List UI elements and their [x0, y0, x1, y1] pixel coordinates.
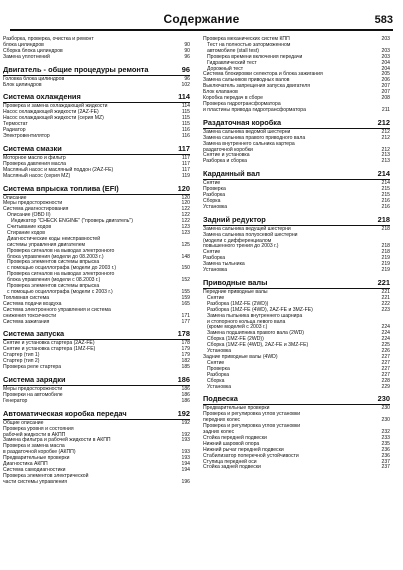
toc-section: [203, 118, 390, 165]
entry-page-number: 177: [181, 318, 190, 325]
entry-page-number: 212: [381, 134, 390, 141]
entry-title: Разборка: [207, 371, 230, 378]
toc-section: [3, 329, 190, 371]
entry-page-number: 115: [181, 115, 190, 122]
entry-page-number: 204: [381, 65, 390, 72]
section-page-number: 221: [377, 278, 390, 287]
entry-page-number: 224: [381, 324, 390, 331]
entry-title: и пластины привода гидротрансформатора: [203, 106, 306, 113]
entry-title: с помощью осциллографа (модели с 2003 г.): [7, 289, 113, 295]
section-rule: [203, 179, 390, 180]
section-heading[interactable]: [3, 375, 190, 384]
entry-page-number: 96: [184, 75, 190, 82]
entry-title: Проверка и замена масла: [3, 443, 65, 450]
entry-page-number: 206: [381, 77, 390, 84]
entry-page-number: 237: [381, 464, 390, 471]
entry-title: Замена внутреннего сальника картера: [203, 140, 295, 147]
section-title: Автоматическая коробка передач: [3, 408, 127, 418]
toc-section: [203, 169, 390, 211]
entry-page-number: 186: [181, 385, 190, 392]
entry-page-number: 205: [381, 71, 390, 78]
entry-title: Предварительные проверки: [3, 455, 70, 462]
entry-page-number: 236: [381, 446, 390, 453]
entry-page-number: 224: [381, 330, 390, 337]
entry-page-number: 213: [381, 152, 390, 159]
toc-section: [3, 409, 190, 486]
section-title: Подвеска: [203, 394, 238, 404]
header-rule: [10, 29, 393, 31]
toc-section: [3, 375, 190, 405]
toc-entry[interactable]: [3, 320, 190, 326]
entry-page-number: 211: [381, 106, 390, 113]
entry-title: Замена сальников приводных валов: [203, 77, 290, 84]
entry-page-number: 215: [381, 186, 390, 193]
toc-entry[interactable]: [3, 399, 190, 405]
entry-page-number: 218: [381, 225, 390, 232]
entry-page-number: 193: [181, 437, 190, 444]
entry-page-number: 203: [381, 53, 390, 60]
entry-title: Коробка передач в сборе: [203, 95, 263, 102]
section-page-number: 117: [178, 143, 190, 153]
section-page-number: 218: [377, 214, 390, 224]
section-heading[interactable]: [203, 215, 390, 224]
entry-page-number: 207: [381, 89, 390, 96]
entry-page-number: 123: [181, 224, 190, 231]
entry-title: Стойка передней подвески: [203, 434, 267, 441]
entry-title: Термостат: [3, 121, 28, 128]
entry-page-number: 152: [181, 277, 190, 284]
entry-page-number: 120: [181, 194, 190, 201]
entry-title: Головка блока цилиндров: [3, 75, 65, 82]
entry-title: Диагностические коды неисправностей: [7, 235, 101, 242]
entry-title: автомобиле (stall test): [207, 47, 259, 54]
entry-page-number: 194: [181, 461, 190, 468]
entry-title: блока управления (модели с 08.2003 г.): [7, 277, 101, 284]
entry-title: Разборка: [203, 192, 226, 199]
entry-page-number: 237: [381, 458, 390, 465]
toc-entry[interactable]: [3, 365, 190, 371]
entry-title: Проверка реле стартера: [3, 364, 62, 371]
entry-page-number: 96: [184, 53, 190, 60]
entry-title: Разборка и сборка: [203, 158, 248, 165]
entry-page-number: 116: [181, 127, 190, 134]
entry-page-number: 219: [381, 261, 390, 268]
entry-title: Система самодиагностики: [3, 466, 66, 473]
entry-page-number: 203: [381, 47, 390, 54]
entry-page-number: 227: [381, 359, 390, 366]
entry-title: Проверка сигналов на выводах электронного: [7, 247, 115, 254]
section-heading[interactable]: [203, 394, 390, 403]
entry-page-number: 227: [381, 365, 390, 372]
entry-page-number: 185: [181, 364, 190, 371]
entry-title: Разборка: [203, 255, 226, 262]
entry-page-number: 227: [381, 353, 390, 360]
entry-title: Проверка: [203, 186, 226, 193]
toc-entry[interactable]: [3, 174, 190, 180]
entry-title: Проверка: [207, 365, 230, 372]
entry-title: системы управления двигателем: [7, 241, 86, 248]
entry-page-number: 196: [181, 478, 190, 485]
toc-section: [3, 184, 190, 326]
entry-page-number: 179: [181, 352, 190, 359]
entry-page-number: 150: [181, 265, 190, 272]
entry-title: Проверка элементов системы впрыска: [7, 283, 100, 290]
entry-page-number: 119: [181, 172, 190, 179]
entry-page-number: 179: [181, 346, 190, 353]
entry-title: Замена пыльника внутреннего шарнира: [207, 312, 303, 319]
entry-title: Диагностика АКПП: [3, 461, 48, 468]
entry-title: снижения токсичности: [3, 312, 57, 319]
entry-page-number: 122: [181, 206, 190, 213]
entry-title: и стопорного кольца левого вала: [207, 318, 286, 325]
entry-title: Проверка давления масла: [3, 160, 66, 167]
toc-entry[interactable]: [203, 159, 390, 165]
entry-title: Дорожный тест: [207, 65, 244, 72]
entry-title: части системы управления: [3, 478, 68, 485]
entry-title: (модели с дифференциалом: [203, 237, 272, 244]
entry-title: Снятие и установка стартера (2AZ-FE): [3, 340, 95, 347]
section-heading[interactable]: [203, 169, 390, 178]
entry-title: Общие описание: [3, 419, 44, 426]
entry-title: Описание: [3, 194, 27, 201]
entry-page-number: 219: [381, 267, 390, 274]
entry-title: Замена фильтра и рабочей жидкости в АКПП: [3, 437, 111, 444]
entry-title: Установка: [203, 203, 228, 210]
entry-title: Снятие и установка: [203, 152, 250, 159]
entry-page-number: 186: [181, 391, 190, 398]
section-page-number: 120: [177, 183, 190, 193]
toc-entry[interactable]: [3, 55, 190, 61]
entry-title: Замена подшипника правого вала (2WD): [207, 330, 305, 337]
entry-title: Стирание кодов: [7, 229, 45, 236]
entry-page-number: 155: [181, 289, 190, 295]
entry-title: Проверка уровня и состояния: [3, 425, 74, 432]
entry-title: Стартер (тип 1): [3, 352, 40, 359]
section-heading[interactable]: [3, 92, 190, 101]
entry-page-number: 208: [381, 95, 390, 102]
entry-title: блока управления (модели до 08.2003 г.): [7, 253, 104, 260]
entry-page-number: 122: [181, 212, 190, 219]
entry-page-number: 90: [184, 41, 190, 48]
section-title: Раздаточная коробка: [203, 117, 282, 127]
entry-title: Система блокировки селектора и блока зажигания: [203, 71, 323, 78]
entry-title: Снятие: [203, 180, 221, 187]
entry-page-number: 215: [381, 192, 390, 199]
entry-title: Замена сальника ведомой шестерни: [203, 128, 291, 135]
toc-section: [3, 37, 190, 61]
entry-page-number: 224: [381, 336, 390, 343]
page-number: 583: [374, 14, 393, 26]
toc-section: [203, 278, 390, 390]
entry-page-number: 221: [381, 294, 390, 301]
section-heading[interactable]: [3, 144, 190, 153]
entry-title: Замена сальника полуосевой шестерни: [203, 231, 298, 238]
section-page-number: 178: [177, 329, 190, 339]
entry-page-number: 218: [381, 243, 390, 250]
entry-title: Гидравлический тест: [207, 59, 257, 66]
entry-title: Проверка элементов системы впрыска: [7, 259, 100, 266]
section-title: Система смазки: [3, 143, 62, 153]
entry-page-number: 123: [181, 229, 190, 236]
entry-page-number: 216: [381, 197, 390, 204]
entry-title: Считывание кодов: [7, 224, 52, 231]
entry-title: Масляный насос и масляный поддон (2AZ-FE): [3, 166, 114, 173]
entry-title: Насос охлаждающей жидкости (серия MZ): [3, 115, 104, 122]
entry-page-number: 117: [181, 160, 190, 167]
entry-page-number: 227: [381, 371, 390, 378]
entry-page-number: 230: [381, 405, 390, 412]
entry-title: Топливная система: [3, 294, 50, 301]
entry-title: Установка: [203, 267, 228, 274]
toc-entry[interactable]: [3, 480, 190, 486]
entry-page-number: 204: [381, 59, 390, 66]
entry-page-number: 159: [181, 294, 190, 301]
section-page-number: 214: [377, 169, 390, 179]
entry-title: Сборка (1MZ-FE (4WD), 2AZ-FE и 3MZ-FE): [207, 342, 309, 349]
entry-page-number: 115: [181, 109, 190, 116]
entry-title: Тест на полностью заторможенном: [207, 41, 291, 48]
entry-page-number: 221: [381, 289, 390, 295]
entry-page-number: 232: [381, 429, 390, 436]
entry-title: Насос охлаждающей жидкости (2AZ-FE): [3, 109, 99, 116]
entry-page-number: 229: [381, 383, 390, 390]
entry-title: Индикатор "CHECK ENGINE" ("проверь двигатель"): [11, 218, 133, 225]
entry-page-number: 214: [381, 180, 390, 187]
entry-page-number: 225: [381, 342, 390, 349]
section-heading[interactable]: [203, 278, 390, 287]
entry-title: Проверка и регулировка углов установки: [203, 411, 301, 418]
entry-page-number: 171: [181, 312, 190, 319]
entry-title: Система зажигания: [3, 318, 50, 325]
entry-page-number: 102: [181, 81, 190, 88]
entry-title: задних колес: [203, 429, 235, 436]
section-page-number: 96: [181, 64, 190, 74]
entry-title: Радиатор: [3, 127, 26, 134]
entry-page-number: 122: [181, 218, 190, 225]
entry-title: блока цилиндров: [3, 41, 44, 48]
toc-entry[interactable]: [203, 465, 390, 471]
entry-page-number: 213: [381, 158, 390, 165]
section-heading[interactable]: [3, 329, 190, 338]
entry-page-number: 148: [181, 253, 190, 260]
entry-page-number: 120: [181, 200, 190, 207]
entry-title: Стартер (тип 2): [3, 358, 40, 365]
entry-title: Система подачи воздуха: [3, 300, 62, 307]
entry-page-number: 117: [181, 166, 190, 173]
toc-entry[interactable]: [203, 108, 390, 114]
toc-section: [203, 37, 390, 114]
entry-page-number: 207: [381, 83, 390, 90]
entry-title: Меры предосторожности: [3, 200, 63, 207]
section-rule: [3, 194, 190, 195]
entry-title: Снятие: [207, 294, 225, 301]
entry-title: Стойка задней подвески: [203, 464, 261, 471]
section-heading[interactable]: [3, 65, 190, 74]
section-title: Приводные валы: [203, 278, 268, 287]
entry-page-number: 125: [181, 241, 190, 248]
entry-title: Блок цилиндров: [3, 81, 42, 88]
entry-title: Задние приводные валы (4WD): [203, 353, 278, 360]
entry-page-number: 194: [181, 466, 190, 473]
section-heading[interactable]: [203, 118, 390, 127]
entry-page-number: 218: [381, 249, 390, 256]
section-page-number: 230: [377, 394, 390, 404]
entry-title: Сборка: [203, 197, 221, 204]
entry-page-number: 115: [181, 121, 190, 128]
entry-title: Описание (OBD II): [7, 212, 51, 219]
entry-title: Установка: [207, 348, 232, 355]
entry-page-number: 193: [181, 449, 190, 456]
entry-title: Проверка и регулировка углов установки: [203, 423, 301, 430]
entry-title: Проверка гидротрансформатора: [203, 100, 281, 107]
toc-column-left: [3, 37, 190, 490]
toc-section: [3, 144, 190, 180]
section-heading[interactable]: [3, 409, 190, 418]
section-page-number: 192: [177, 408, 190, 418]
toc-entry[interactable]: [203, 385, 390, 391]
entry-title: Замена сальника правого приводного вала: [203, 134, 306, 141]
entry-title: Электровентилятор: [3, 132, 50, 139]
section-page-number: 114: [178, 92, 190, 102]
entry-title: Замена тыльника: [203, 261, 245, 268]
toc-entry[interactable]: [203, 205, 390, 211]
section-page-number: 212: [377, 117, 390, 127]
entry-title: Снятие: [203, 249, 221, 256]
entry-page-number: 212: [381, 146, 390, 153]
entry-page-number: 222: [381, 300, 390, 307]
entry-title: раздаточной коробки: [203, 146, 253, 153]
section-title: Двигатель - общие процедуры ремонта: [3, 64, 149, 74]
entry-title: Разборка (1MZ-FE (4WD), 2AZ-FE и 3MZ-FE): [207, 306, 313, 313]
entry-page-number: 116: [181, 132, 190, 139]
entry-page-number: 212: [381, 128, 390, 135]
entry-title: Моторное масло и фильтр: [3, 154, 66, 161]
entry-page-number: 193: [181, 455, 190, 462]
entry-page-number: 114: [181, 103, 190, 110]
entry-title: Проверка времени включения передачи: [207, 53, 303, 60]
entry-page-number: 182: [181, 358, 190, 365]
toc-column-right: [203, 37, 390, 475]
toc-section: [3, 92, 190, 139]
entry-title: Снятие и установка стартера (1MZ-FE): [3, 346, 96, 353]
entry-title: Проверки на автомобиле: [3, 391, 63, 398]
section-title: Система зарядки: [3, 374, 66, 384]
entry-title: Сборка блока цилиндров: [3, 47, 63, 54]
entry-title: в раздаточной коробке (АКПП): [3, 449, 76, 456]
entry-page-number: 226: [381, 348, 390, 355]
entry-title: Ступица передней оси: [203, 458, 257, 465]
toc-entry[interactable]: [3, 83, 190, 89]
entry-title: Разборка (1MZ-FE (2WD)): [207, 300, 269, 307]
entry-page-number: 216: [381, 203, 390, 210]
entry-title: Передние приводные валы: [203, 289, 268, 295]
entry-title: Проверка сигналов на выводах электронного: [7, 271, 115, 278]
entry-page-number: 233: [381, 434, 390, 441]
entry-title: с помощью осциллографа (модели до 2003 г.): [7, 265, 117, 272]
entry-title: Предварительные проверки: [203, 405, 270, 412]
entry-title: Замена уплотнений: [3, 53, 50, 60]
section-title: Система охлаждения: [3, 92, 81, 102]
entry-title: Система диагностирования: [3, 206, 69, 213]
entry-title: Масляный насос (серия MZ): [3, 172, 71, 179]
entry-title: Блок клапанов: [203, 89, 238, 96]
entry-title: Сборка (1MZ-FE (2WD)): [207, 336, 264, 343]
entry-title: Снятие: [207, 359, 225, 366]
entry-title: Проверка и замена охлаждающей жидкости: [3, 103, 108, 110]
entry-page-number: 236: [381, 452, 390, 459]
entry-title: Замена сальника ведущей шестерни: [203, 225, 291, 232]
entry-page-number: 165: [181, 300, 190, 307]
section-page-number: 186: [177, 374, 190, 384]
page-title: Содержание: [163, 12, 240, 26]
entry-page-number: 235: [381, 440, 390, 447]
entry-title: Меры предосторожности: [3, 385, 63, 392]
page-header: [10, 6, 393, 26]
entry-page-number: 219: [381, 255, 390, 262]
toc-entry[interactable]: [203, 268, 390, 274]
section-title: Система запуска: [3, 329, 65, 339]
entry-page-number: 192: [181, 419, 190, 426]
entry-title: Выключатель запрещения запуска двигателя: [203, 83, 310, 90]
entry-page-number: 178: [181, 340, 190, 347]
entry-title: Проверка элементов электрической: [3, 472, 89, 479]
toc-entry[interactable]: [3, 134, 190, 140]
entry-page-number: 192: [181, 431, 190, 438]
entry-title: передних колес: [203, 417, 241, 424]
entry-page-number: 90: [184, 47, 190, 54]
entry-title: Генератор: [3, 397, 28, 404]
entry-title: рабочей жидкости в АКПП: [3, 431, 66, 438]
entry-title: Установка: [207, 383, 232, 390]
entry-title: Система электронного управления и система: [3, 306, 111, 313]
section-title: Задний редуктор: [203, 214, 266, 224]
entry-title: Разборка, проверка, очистка и ремонт: [3, 36, 94, 42]
entry-title: Нижний шаровой опора: [203, 440, 260, 447]
entry-title: Стабилизатор поперечной устойчивости: [203, 452, 299, 459]
section-heading[interactable]: [3, 184, 190, 193]
entry-title: повышенного трения до 2003 г.): [203, 243, 279, 250]
entry-title: Нижний рычаг передней подвески: [203, 446, 284, 453]
section-title: Карданный вал: [203, 169, 260, 179]
toc-section: [203, 394, 390, 471]
entry-page-number: 228: [381, 377, 390, 384]
entry-page-number: 223: [381, 306, 390, 313]
entry-title: Проверка механических систем КПП: [203, 36, 290, 42]
toc-section: [3, 65, 190, 89]
entry-title: (кроме моделей с 2003 г.): [207, 324, 268, 331]
entry-title: Сборка: [207, 377, 225, 384]
entry-page-number: 203: [381, 36, 390, 42]
toc-section: [203, 215, 390, 274]
entry-page-number: 117: [181, 154, 190, 161]
section-title: Система впрыска топлива (EFI): [3, 183, 119, 193]
entry-page-number: 230: [381, 417, 390, 424]
entry-page-number: 186: [181, 397, 190, 404]
